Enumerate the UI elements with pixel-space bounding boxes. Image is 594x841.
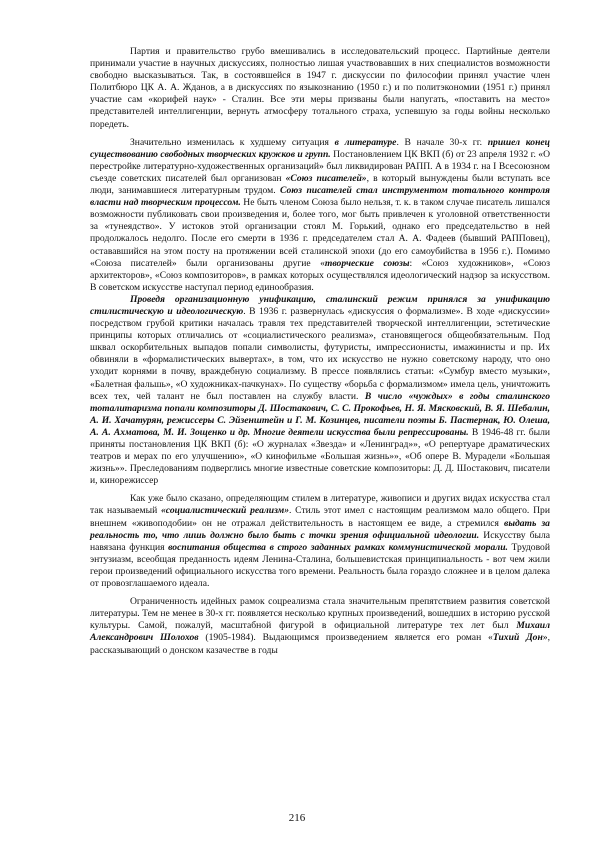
emphasis-text: Союз писателей стал инструментом тотального контроля власти над творческим процессом. bbox=[90, 185, 551, 209]
paragraph-text: Как уже было сказано, определяющим стилем в литературе, живописи и других видах искусства стал так называемый bbox=[90, 493, 550, 517]
paragraph bbox=[90, 46, 550, 131]
paragraph-text: . Стиль этот имел с настоящим реализмом мало общего. При внешнем «живоподобии» он не отражал действительность в настоящем ее виде, а стремился bbox=[90, 505, 550, 529]
paragraph-text: Искусству была навязана функция bbox=[90, 529, 550, 553]
paragraph bbox=[90, 137, 550, 294]
paragraph-text: Не быть членом Союза было нельзя, т. к. в таком случае писатель лишался возможности публиковать свои произведения и, более того, мог быть привлечен к уголовной ответственности за «тунеядство». У истоков этой организации стоял М. Горький, однако его председательство в ней продолжалось недолго. После его смерти в 1936 г. председателем стал А. А. Фадеев (бывший РАППовец), остававшийся на этом посту на протяжении всей сталинской эпохи (до его самоубийства в 1956 г.). Помимо «Союза писателей» были организованы другие « bbox=[90, 197, 550, 269]
page-number: 216 bbox=[288, 812, 306, 824]
paragraph-text: . В начале 30-х гг. bbox=[396, 136, 488, 148]
paragraph-text: Партия и правительство грубо вмешивались в исследовательский процесс. Партийные деятели принимали участие в научных дискуссиях, полностью лишая участвовавших в них специалистов возможности свободно высказываться. Так, в состоявшейся в 1947 г. дискуссии по философии принял участие член Политбюро ЦК А. А. Жданов, а в дискуссиях по языкознанию (1950 г.) и по политэкономии (1951 г.) принял участие сам «корифей наук» - Сталин. Все эти меры призваны были напугать, «поставить на место» представителей интеллигенции, вернуть атмосферу тотального страха, успевшую за годы войны несколько поредеть. bbox=[90, 46, 550, 130]
paragraph-text: Ограниченность идейных рамок соцреализма стала значительным препятствием развития советской литературы. Тем не менее в 30-х гг. появляется несколько крупных произведений, вошедших в историю русской культуры. Самой, пожалуй, масштабной фигурой в официальной литературе тех лет был bbox=[90, 596, 550, 632]
emphasis-text: пришел конец существованию свободных творческих кружков и групп. bbox=[90, 136, 550, 160]
paragraph bbox=[90, 493, 550, 590]
emphasis-text: Михаил Александрович Шолохов bbox=[90, 620, 550, 644]
emphasis-text: «социалистический реализм» bbox=[161, 505, 289, 517]
paragraph-text: В 1946-48 гг. были приняты постановления ЦК ВКП (б): «О журналах «Звезда» и «Ленинград»», «О репертуаре драматических театров и мерах по его улучшению», «О кинофильме «Большая жизнь»», «Об опере В. Мурадели «Большая жизнь»». Преследованиям подверглись многие известные советские композиторы: Д. Д. Шостакович, писатели и, кинорежиссер bbox=[90, 426, 551, 487]
paragraph-text: , в который вынуждены были вступать все люди, занимавшиеся литературным трудом. bbox=[90, 172, 550, 197]
paragraph-text: . В 1936 г. развернулась «дискуссия о формализме». В ходе «дискуссии» посредством грубой критики началась травля тех представителей творческой интеллигенции, эстетические принципы которых отличались от «социалистического реализма», становящегося общеобязательным. Под шквал оскорбительных выпадов попали символисты, футуристы, импрессионисты, имажинисты и пр. Их обвиняли в «формалистических вывертах», в том, что их искусство не нужно советскому народу, что оно уходит корнями в почву, враждебную социализму. В прессе появлялись статьи: «Сумбур вместо музыки», «Балетная фальшь», «О художниках-пачкунах». По существу «борьба с формализмом» имела цель, уничтожить всех тех, чей талант не был поставлен на службу власти. bbox=[90, 305, 550, 402]
paragraph bbox=[90, 294, 550, 488]
emphasis-text: в литературе bbox=[334, 136, 397, 148]
paragraph bbox=[90, 596, 550, 656]
paragraph-text: Значительно изменилась к худшему ситуация bbox=[130, 136, 335, 148]
emphasis-text: выдать за реальность то, что лишь должно было быть с точки зрения официальной идеологии. bbox=[90, 517, 550, 541]
paragraph-text: », рассказывающий о донском казачестве в годы bbox=[90, 632, 550, 656]
paragraph-text: Постановлением ЦК ВКП (б) от 23 апреля 1932 г. «О перестройке литературно-художественных организаций» был ликвидирован РАПП. А в 1934 г. на I Всесоюзном съезде советских писателей был организован bbox=[90, 148, 550, 184]
emphasis-text: Проведя организационную унификацию, сталинский режим принялся за унификацию стилистическую и идеологическую bbox=[90, 293, 550, 317]
paragraph-text: (1905-1984). Выдающимся произведением является его роман « bbox=[198, 632, 493, 644]
document-body bbox=[90, 46, 550, 657]
emphasis-text: «Союз писателей» bbox=[285, 172, 367, 184]
emphasis-text: союзы bbox=[383, 257, 410, 269]
emphasis-text: В число «чуждых» в годы сталинского тоталитаризма попали композиторы Д. Шостакович, С. С. Прокофьев, Н. Я. Мясковский, В. Я. Шебалин, А. И. Хачатурян, режиссеры С. Эйзенштейн и Г. М. Козинцев, писатели поэты Б. Пастернак, Ю. Олеша, А. А. Ахматова, М. И. Зощенко и др. Многие деятели искусства были репрессированы. bbox=[90, 390, 550, 438]
emphasis-text: Тихий Дон bbox=[492, 632, 543, 644]
paragraph-text bbox=[374, 258, 383, 269]
emphasis-text: воспитания общества в строго заданных рамках коммунистической морали. bbox=[168, 541, 508, 553]
paragraph-text: : «Союз художников», «Союз архитекторов», «Союз композиторов», в рамках которых осуществлялся идеологический надзор за искусством. В советском искусстве наступал период единообразия. bbox=[90, 257, 550, 293]
paragraph-text: Трудовой энтузиазм, всеобщая преданность идеям Ленина-Сталина, большевистская принципиальность - вот чем жили герои произведений официального искусства того времени. Реальность была гораздо сложнее и в целом далека от провозглашаемого идеала. bbox=[90, 541, 550, 590]
emphasis-text: творческие bbox=[324, 257, 374, 269]
